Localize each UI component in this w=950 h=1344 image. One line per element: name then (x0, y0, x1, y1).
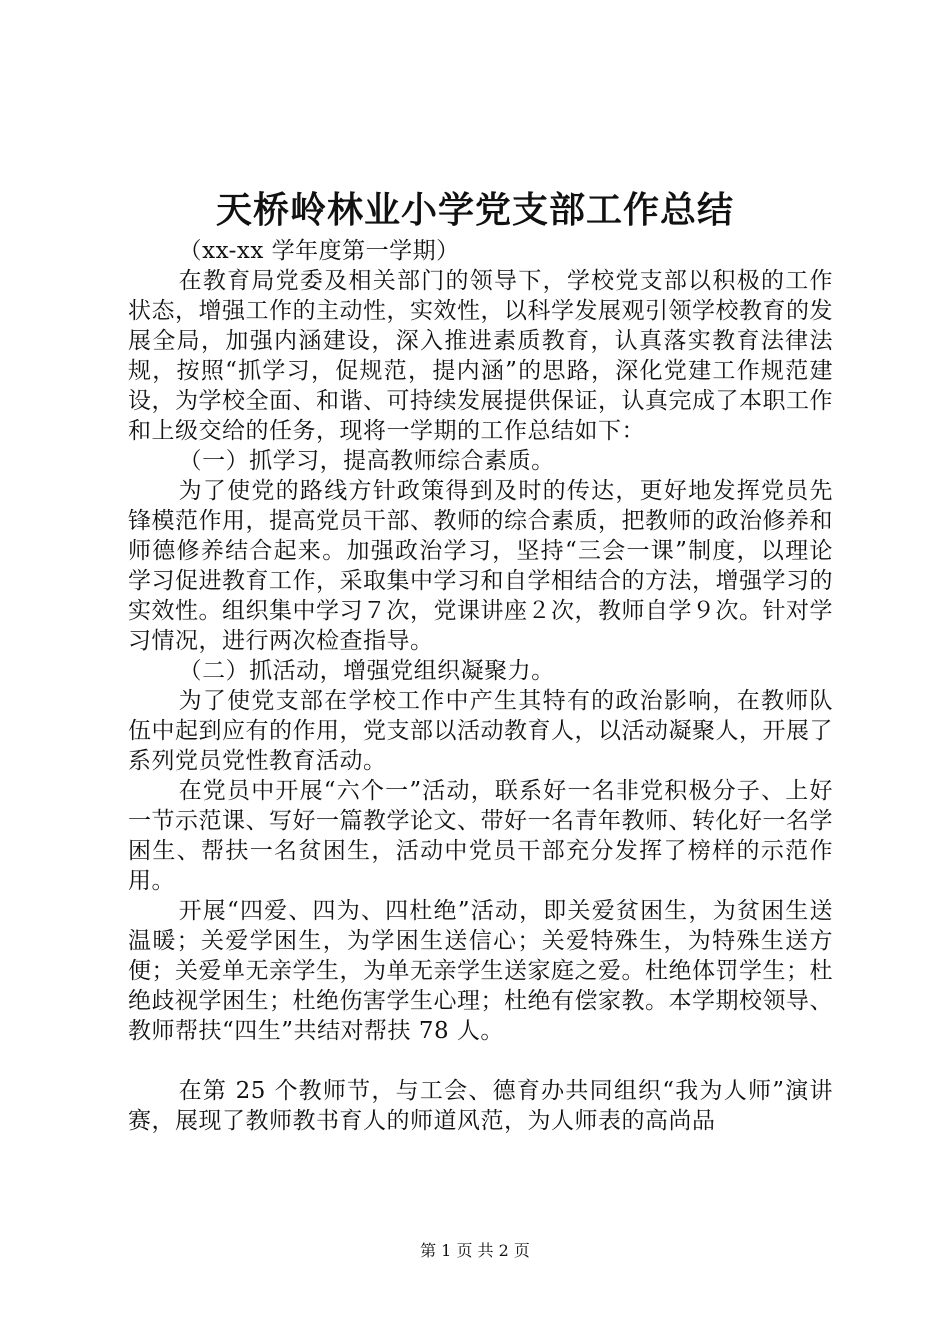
document-body (128, 236, 833, 1136)
paragraph: 在教育局党委及相关部门的领导下，学校党支部以积极的工作状态，增强工作的主动性，实效性，以科学发展观引领学校教育的发展全局，加强内涵建设，深入推进素质教育，认真落实教育法律法规，按照“抓学习，促规范，提内涵”的思路，深化党建工作规范建设，为学校全面、和谐、可持续发展提供保证，认真完成了本职工作和上级交给的任务，现将一学期的工作总结如下： (128, 268, 833, 444)
paragraph: 开展“四爱、四为、四杜绝”活动，即关爱贫困生，为贫困生送温暖；关爱学困生，为学困生送信心；关爱特殊生，为特殊生送方便；关爱单无亲学生，为单无亲学生送家庭之爱。杜绝体罚学生；杜绝歧视学困生；杜绝伤害学生心理；杜绝有偿家教。本学期校领导、教师帮扶“四生”共结对帮扶 78 人。 (128, 898, 833, 1044)
section-heading: （二）抓活动，增强党组织凝聚力。 (178, 658, 555, 684)
page-footer: 第 1 页 共 2 页 (420, 1241, 530, 1260)
paragraph: 在党员中开展“六个一”活动，联系好一名非党积极分子、上好一节示范课、写好一篇教学论文、带好一名青年教师、转化好一名学困生、帮扶一名贫困生，活动中党员干部充分发挥了榜样的示范作用。 (128, 778, 833, 894)
paragraph: 在第 25 个教师节，与工会、德育办共同组织“我为人师”演讲赛，展现了教师教书育人的师道风范，为人师表的高尚品 (128, 1078, 833, 1134)
paragraph: 为了使党支部在学校工作中产生其特有的政治影响，在教师队伍中起到应有的作用，党支部以活动教育人，以活动凝聚人，开展了系列党员党性教育活动。 (128, 688, 833, 774)
section-heading: （一）抓学习，提高教师综合素质。 (178, 448, 555, 474)
subtitle: （xx-xx 学年度第一学期） (178, 238, 460, 264)
document-title: 天桥岭林业小学党支部工作总结 (215, 189, 734, 231)
paragraph: 为了使党的路线方针政策得到及时的传达，更好地发挥党员先锋模范作用，提高党员干部、教师的综合素质，把教师的政治修养和师德修养结合起来。加强政治学习，坚持“三会一课”制度，以理论学习促进教育工作，采取集中学习和自学相结合的方法，增强学习的实效性。组织集中学习７次，党课讲座２次，教师自学９次。针对学习情况，进行两次检查指导。 (128, 478, 833, 654)
